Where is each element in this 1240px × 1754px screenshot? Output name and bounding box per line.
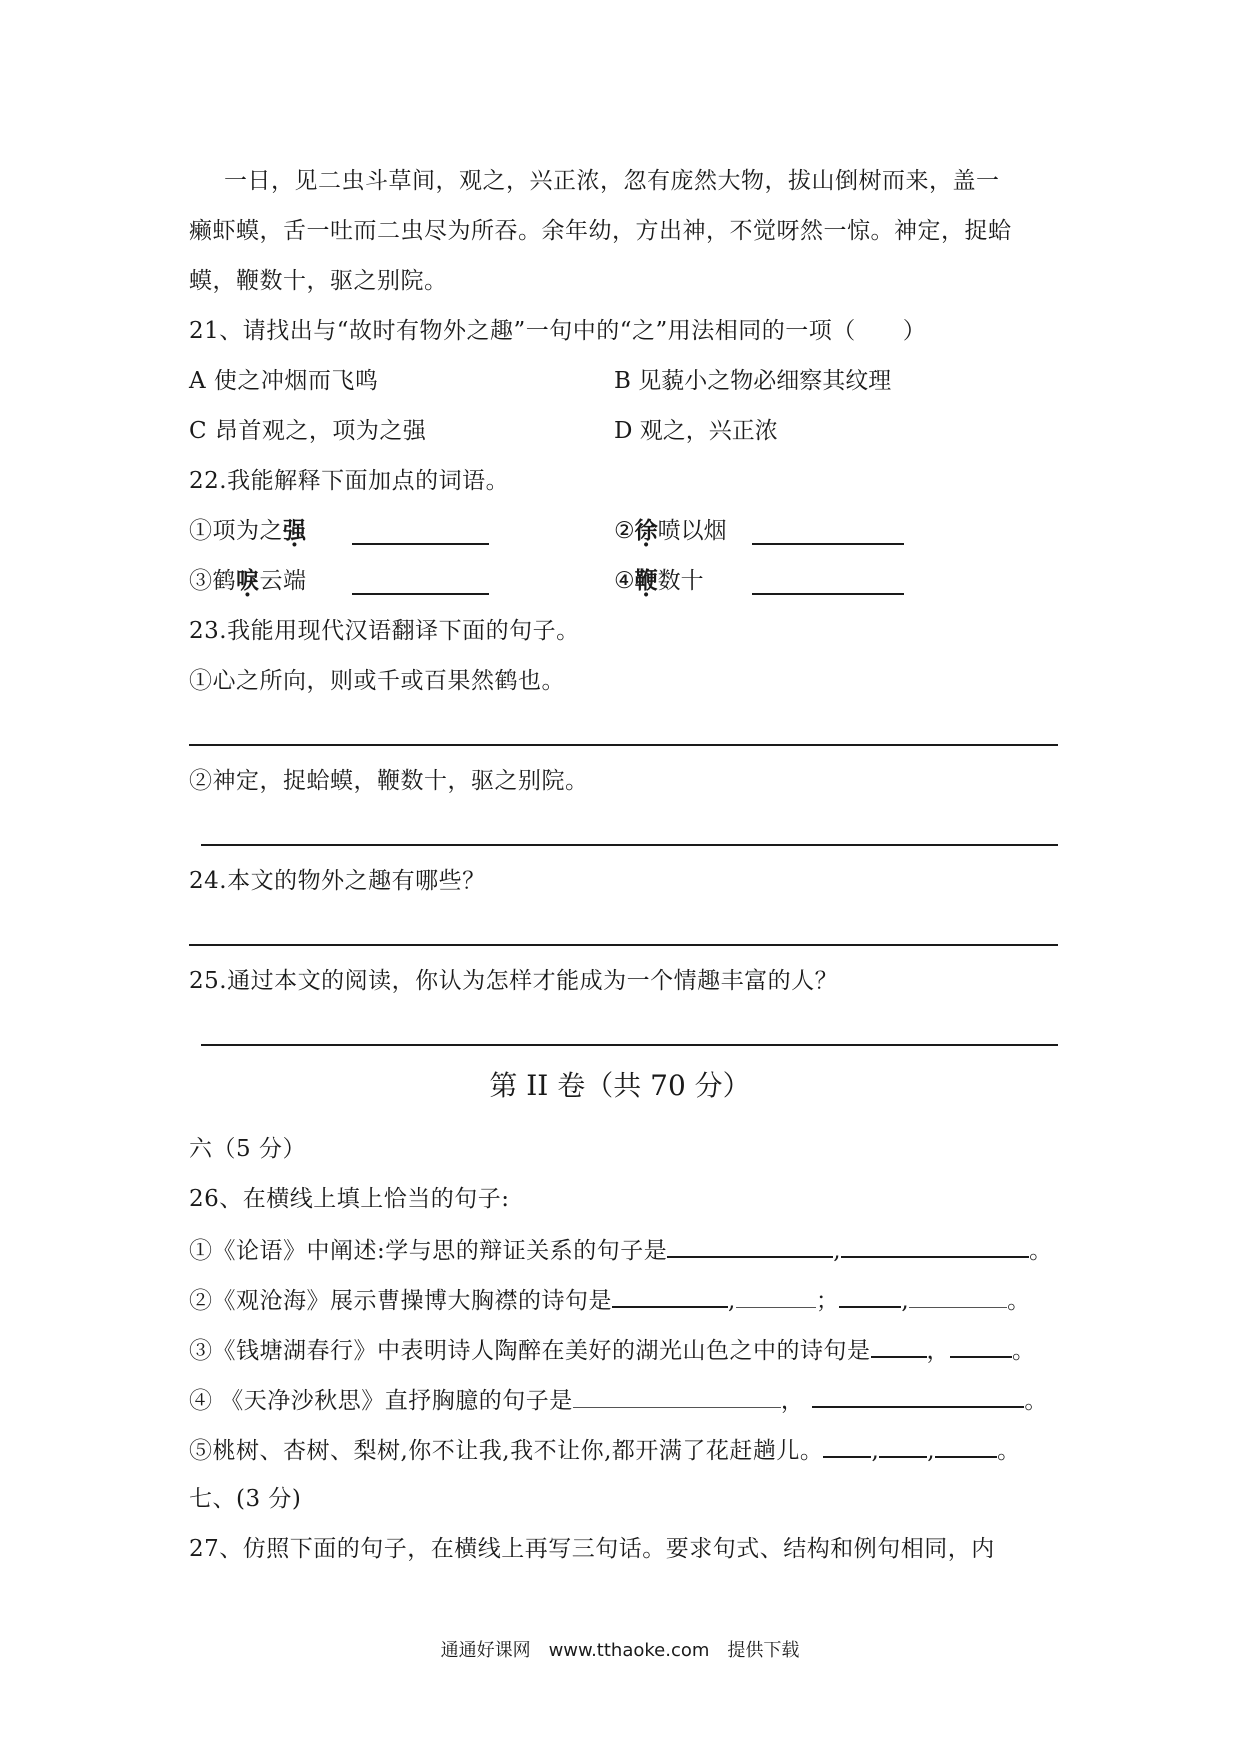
q22-item-1-dotted-word: 强 [283, 517, 307, 544]
option-d: D 观之，兴正浓 [614, 418, 778, 444]
passage-line-2: 癞虾蟆，舌一吐而二虫尽为所吞。余年幼，方出神，不觉呀然一惊。神定，捉蛤 [189, 218, 1012, 244]
q26-item-3-sep: ， [926, 1338, 950, 1364]
q23-answer-line-1[interactable] [189, 744, 1058, 746]
q23-sentence-1: ①心之所向，则或千或百果然鹤也。 [189, 668, 565, 694]
q26-item-2 [189, 1284, 1031, 1316]
q26-item-3-blank-2[interactable] [950, 1334, 1012, 1358]
option-b: B 见藐小之物必细察其纹理 [614, 368, 892, 394]
q26-item-2-text: ②《观沧海》展示曹操博大胸襟的诗句是 [189, 1288, 612, 1314]
q26-item-3-end: 。 [1012, 1338, 1036, 1364]
q26-item-4-sep: ， [780, 1388, 805, 1414]
q26-item-5-sep-1: , [871, 1438, 880, 1464]
question-23: 23.我能用现代汉语翻译下面的句子。 [189, 618, 580, 644]
q26-item-4-end: 。 [1024, 1388, 1048, 1414]
q22-item-3-pre: ③鹤 [189, 568, 236, 594]
q26-item-2-sep-3: , [901, 1288, 910, 1314]
q26-item-2-end: 。 [1007, 1288, 1031, 1314]
question-22: 22.我能解释下面加点的词语。 [189, 468, 510, 494]
q26-item-2-sep-2: ； [815, 1288, 840, 1314]
q26-item-4 [189, 1384, 1048, 1416]
q26-item-3-text: ③《钱塘湖春行》中表明诗人陶醉在美好的湖光山色之中的诗句是 [189, 1338, 871, 1364]
q26-item-4-blank-1[interactable] [573, 1385, 781, 1408]
q26-item-5 [189, 1434, 1021, 1466]
q22-item-2-dotted-word: 徐 [634, 517, 658, 544]
q22-answer-blank-3[interactable] [352, 593, 489, 595]
q22-item-2-post: 喷以烟 [657, 518, 727, 544]
option-c: C 昂首观之，项为之强 [189, 418, 427, 444]
q25-answer-line[interactable] [201, 1044, 1058, 1046]
q26-item-5-end: 。 [997, 1438, 1021, 1464]
q22-item-3-dotted-word: 唳 [236, 567, 260, 594]
q24-answer-line[interactable] [189, 944, 1058, 946]
q26-item-1-end: 。 [1029, 1238, 1053, 1264]
q26-item-1-text: ①《论语》中阐述:学与思的辩证关系的句子是 [189, 1238, 668, 1264]
q22-item-1 [189, 516, 307, 546]
q26-item-1-blank-1[interactable] [667, 1234, 833, 1258]
question-26: 26、在横线上填上恰当的句子: [189, 1186, 510, 1212]
q22-answer-blank-2[interactable] [752, 543, 904, 545]
section-title: 第 II 卷（共 70 分） [489, 1069, 751, 1102]
q22-item-3-post: 云端 [259, 568, 307, 594]
q26-item-3 [189, 1334, 1036, 1366]
footer-download-note: 通通好课网 www.tthaoke.com 提供下载 [440, 1640, 800, 1661]
q26-item-2-blank-2[interactable] [736, 1285, 816, 1308]
part-7-heading: 七、(3 分) [189, 1486, 302, 1512]
q26-item-3-blank-1[interactable] [871, 1334, 927, 1358]
q22-answer-blank-1[interactable] [352, 543, 489, 545]
q26-item-4-blank-2[interactable] [812, 1384, 1024, 1408]
q26-item-5-blank-2[interactable] [879, 1434, 927, 1458]
q22-item-4-pre: ④ [614, 568, 635, 594]
q22-item-3 [189, 566, 307, 596]
part-6-heading: 六（5 分） [189, 1136, 306, 1162]
q23-sentence-2: ②神定，捉蛤蟆，鞭数十，驱之别院。 [189, 768, 589, 794]
passage-line-1: 一日，见二虫斗草间，观之，兴正浓，忽有庞然大物，拔山倒树而来，盖一 [224, 168, 1000, 194]
q26-item-5-blank-3[interactable] [935, 1434, 997, 1458]
q26-item-1 [189, 1234, 1053, 1266]
q22-item-4-dotted-word: 鞭 [634, 567, 658, 594]
q26-item-4-text: ④ 《天净沙秋思》直抒胸臆的句子是 [189, 1388, 573, 1414]
q26-item-2-blank-1[interactable] [612, 1284, 728, 1308]
q22-item-4-post: 数十 [657, 568, 704, 594]
question-27: 27、仿照下面的句子，在横线上再写三句话。要求句式、结构和例句相同，内 [189, 1536, 995, 1562]
option-a: A 使之冲烟而飞鸣 [189, 368, 379, 394]
q22-item-1-pre: ①项为之 [189, 518, 283, 544]
q26-item-1-sep: , [833, 1238, 842, 1264]
passage-line-3: 蟆，鞭数十，驱之别院。 [189, 268, 448, 294]
q23-answer-line-2[interactable] [201, 844, 1058, 846]
q26-item-1-blank-2[interactable] [841, 1234, 1029, 1258]
q26-item-5-blank-1[interactable] [823, 1434, 871, 1458]
question-21: 21、请找出与“故时有物外之趣”一句中的“之”用法相同的一项（ ） [189, 318, 927, 344]
q22-item-4 [614, 566, 704, 596]
q26-item-5-sep-2: , [927, 1438, 936, 1464]
q22-item-2 [614, 516, 727, 546]
question-25: 25.通过本文的阅读，你认为怎样才能成为一个情趣丰富的人？ [189, 968, 839, 994]
q22-item-2-pre: ② [614, 518, 635, 544]
q26-item-5-text: ⑤桃树、杏树、梨树,你不让我,我不让你,都开满了花赶趟儿。 [189, 1438, 824, 1464]
q26-item-2-blank-3[interactable] [839, 1284, 901, 1308]
q22-answer-blank-4[interactable] [752, 593, 904, 595]
q26-item-2-sep-1: , [728, 1288, 736, 1314]
q26-item-2-blank-4[interactable] [909, 1285, 1007, 1308]
question-24: 24.本文的物外之趣有哪些？ [189, 868, 486, 894]
